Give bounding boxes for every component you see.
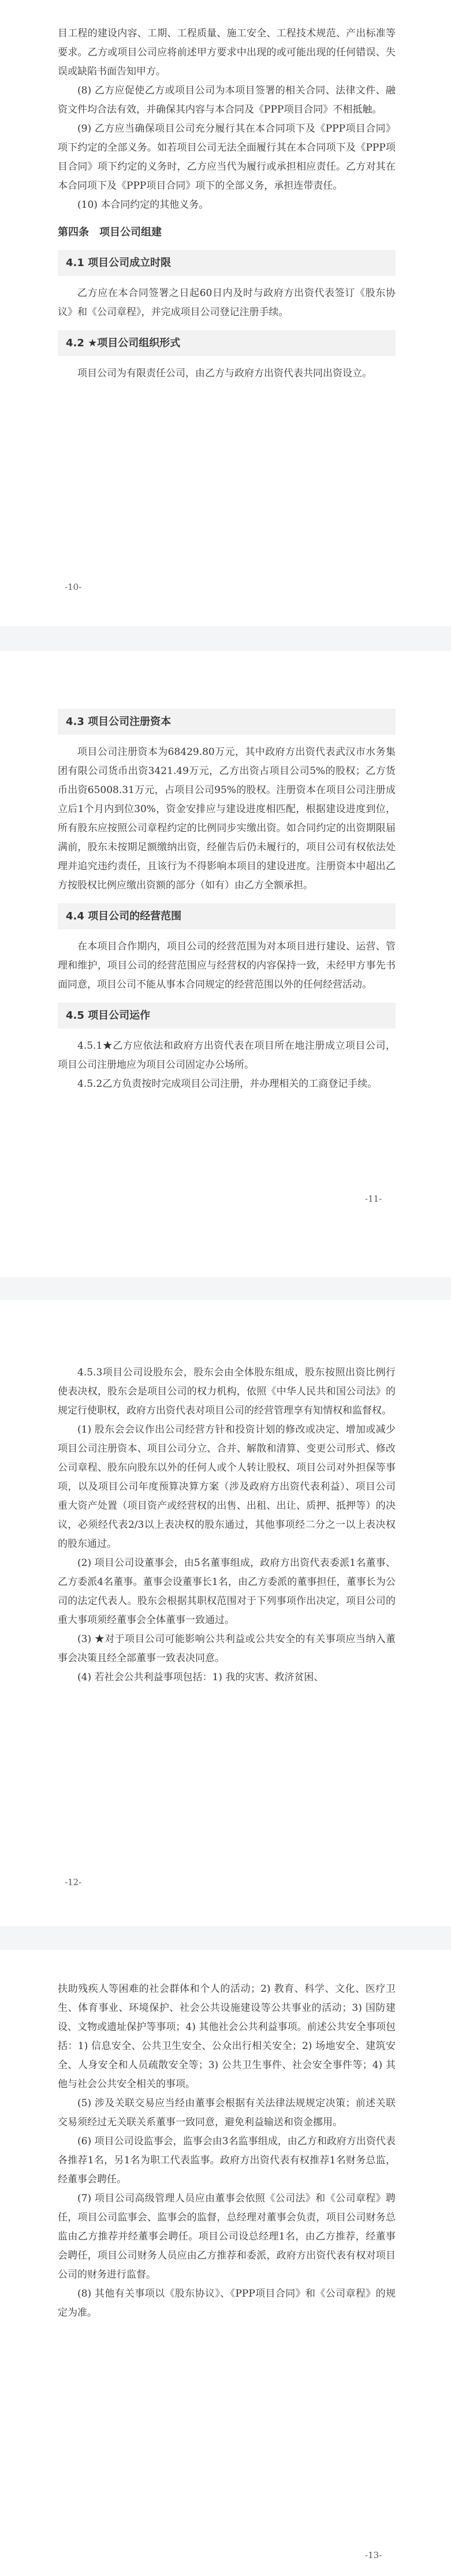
document-page-12 [0,1300,451,1926]
section-heading: 4.3 项目公司注册资本 [58,709,396,735]
section-heading: 4.2 ★项目公司组织形式 [58,330,396,356]
page-10-content [58,24,396,383]
paragraph: (2) 项目公司设董事会，由5名董事组成，政府方出资代表委派1名董事、乙方委派4名董事。董事会设董事长1名，由乙方委派的董事担任，董事长为公司的法定代表人。股东会根据其职权范围对于下列事项作出决定，项目公司的重大事项须经董事会全体董事一致通过。 [58,1557,396,1626]
page-number: -10- [65,582,82,592]
paragraph: 扶助残疾人等困难的社会群体和个人的活动；2) 教育、科学、文化、医疗卫生、体育事业、环境保护、社会公共设施建设等公共事业的活动；3) 国防建设、文物或遗址保护等事项；4) 其他社会公共利益事项。前述公共安全事项包括：1) 信息安全、公共卫生安全、公众出行相关安全；2) 场地安全、建筑安全、人身安全和人员疏散安全等；3) 公共卫生事件、社会安全事件等；4) 其他与社会公共安全相关的事项。 [58,1983,396,2090]
paragraph: 目工程的建设内容、工期、工程质量、施工安全、工程技术规范、产出标准等要求。乙方或项目公司应将前述甲方要求中出现的或可能出现的任何错误、失误或缺陷书面告知甲方。 [58,28,396,77]
paragraph: (6) 项目公司设监事会，监事会由3名监事组成，由乙方和政府方出资代表各推荐1名，另1名为职工代表监事。政府方出资代表有权推荐1名财务总监，经董事会聘任。 [58,2136,396,2185]
document-page-13 [0,1950,451,2576]
paragraph: 4.5.3项目公司设股东会，股东会由全体股东组成，股东按照出资比例行使表决权，股东会是项目公司的权力机构，依照《中华人民共和国公司法》的规定行使职权，政府方出资代表对项目公司的经营管理享有知情权和监督权。 [58,1367,396,1416]
page-13-content [58,1980,396,2323]
paragraph: (3) ★对于项目公司可能影响公共利益或公共安全的有关事项应当纳入董事会决策且经全部董事一致表决同意。 [58,1633,396,1664]
document-page-11 [0,651,451,1277]
paragraph: (9) 乙方应当确保项目公司充分履行其在本合同项下及《PPP项目合同》项下约定的全部义务。如若项目公司无法全面履行其在本合同项下及《PPP项目合同》项下约定的义务时，乙方应当代为履行或承担相应责任。乙方对其在本合同项下及《PPP项目合同》项下的全部义务，承担连带责任。 [58,123,396,192]
paragraph: 4.5.1★乙方应依法和政府方出资代表在项目所在地注册成立项目公司，项目公司注册地应为项目公司固定办公场所。 [58,1040,396,1071]
paragraph: 在本项目合作期内，项目公司的经营范围为对本项目进行建设、运营、管理和维护，项目公司的经营范围应与经营权的内容保持一致，未经甲方事先书面同意，项目公司不能从事本合同规定的经营范围以外的任何经营活动。 [58,941,396,990]
paragraph: (5) 涉及关联交易应当经由董事会根据有关法律法规规定决策；前述关联交易须经过无关联关系董事一致同意，避免利益输送和资金挪用。 [58,2098,396,2128]
paragraph: (8) 乙方应促使乙方或项目公司为本项目签署的相关合同、法律文件、融资文件均合法有效，并确保其内容与本合同及《PPP项目合同》不相抵触。 [58,85,396,115]
paragraph: (1) 股东会会议作出公司经营方针和投资计划的修改或决定、增加或减少项目公司注册资本、项目公司分立、合并、解散和清算、变更公司形式、修改公司章程、股东向股东以外的任何人或个人转让股权、项目公司对外担保等事项，以及项目公司年度预算决算方案（涉及政府方出资代表利益）、项目公司重大资产处置（项目资产或经营权的出售、出租、出让、质押、抵押等）的决议，必须经代表2/3以上表决权的股东通过，其他事项经二分之一以上表决权的股东通过。 [58,1424,396,1550]
section-heading: 4.4 项目公司的经营范围 [58,903,396,929]
page-number: -12- [65,1877,82,1887]
section-heading: 4.5 项目公司运作 [58,1003,396,1029]
page-12-content [58,1363,396,1687]
paragraph: (10) 本合同约定的其他义务。 [77,199,209,211]
paragraph: (4) 若社会公共利益事项包括：1) 我的灾害、救济贫困、 [77,1672,324,1683]
paragraph: 4.5.2乙方负责按时完成项目公司注册，并办理相关的工商登记手续。 [77,1078,378,1090]
paragraph: (8) 其他有关事项以《股东协议》、《PPP项目合同》和《公司章程》的规定为准。 [58,2288,396,2319]
chapter-heading: 第四条 项目公司组建 [58,226,162,238]
paragraph: 项目公司为有限责任公司，由乙方与政府方出资代表共同出资设立。 [77,368,372,379]
section-heading: 4.1 项目公司成立时限 [58,250,396,276]
paragraph: 乙方应在本合同签署之日起60日内及时与政府方出资代表签订《股东协议》和《公司章程》，并完成项目公司登记注册手续。 [58,287,396,318]
page-11-content [58,709,396,1094]
page-number: -11- [365,1194,382,1204]
paragraph: 项目公司注册资本为68429.80万元，其中政府方出资代表武汉市水务集团有限公司货币出资3421.49万元，乙方出资占项目公司5%的股权；乙方货币出资65008.31万元，占项目公司95%的股权。注册资本在项目公司注册成立后1个月内到位30%，资金安排应与建设进度相匹配，根据建设进度到位，所有股东应按照公司章程约定的比例同步实缴出资。如合同约定的出资期限届满前，股东未按期足额缴纳出资，经催告后仍未履行的，项目公司有权依法处理并追究违约责任，且该行为不得影响本项目的建设进度。注册资本中超出乙方按股权比例应缴出资额的部分（如有）由乙方全额承担。 [58,746,396,891]
page-number: -13- [365,2550,382,2560]
document-page-10 [0,0,451,626]
paragraph: (7) 项目公司高级管理人员应由董事会依照《公司法》和《公司章程》聘任，项目公司监事会、监事会的监督，总经理对董事会负责，项目公司财务总监由乙方推荐并经董事会聘任。项目公司设总经理1名，由乙方推荐，经董事会聘任，项目公司财务人员应由乙方推荐和委派，政府方出资代表有权对项目公司的财务进行监督。 [58,2193,396,2280]
